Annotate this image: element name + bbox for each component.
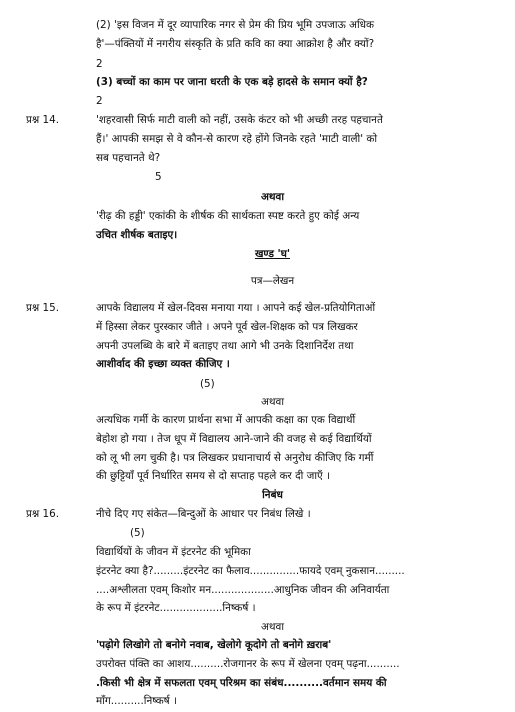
question-14-alt-line-1: 'रीढ़ की हड्डी' एकांकी के शीर्षक की सार्थकता स्पष्ट करते हुए कोई अन्य — [96, 210, 360, 222]
essay-topic-2-line-1: उपरोक्त पंक्ति का आशय..........रोजगानर के रूप में खेलना एवम् पढ़ना.......... — [96, 658, 400, 670]
section-title: खण्ड 'घ' — [254, 248, 291, 260]
essay-topic-2-title: 'पढ़ोगे लिखोगे तो बनोगे नवाब, खेलोगे कूदोगे तो बनोगे ख़राब' — [96, 639, 332, 651]
question-15-number: प्रश्न 15. — [26, 302, 60, 314]
essay-topic-1-line-3: के रूप में इंटरनेट...................निष्कर्ष । — [96, 602, 256, 614]
section-subtitle: पत्र—लेखन — [250, 275, 295, 287]
question-16-line-1: नीचे दिए गए संकेत—बिन्दुओं के आधार पर निबंध लिखे । — [96, 508, 311, 520]
essay-topic-2-line-2: .किसी भी क्षेत्र में सफलता एवम् परिश्रम का संबंध..........वर्तमान समय की — [96, 677, 387, 689]
question-15-alt-line-1: अत्यधिक गर्मी के कारण प्रार्थना सभा में आपकी कक्षा का एक विद्यार्थी — [96, 414, 356, 426]
or-separator-14: अथवा — [260, 191, 285, 203]
question-14-alt-line-2: उचित शीर्षक बताइए। — [96, 229, 178, 241]
marks-question-14: 5 — [155, 171, 162, 183]
essay-topic-1-title: विद्यार्थियों के जीवन में इंटरनेट की भूमिका — [96, 546, 251, 558]
essay-topic-1-line-1: इंटरनेट क्या है?.........इंटरनेट का फैलाव...............फायदे एवम् नुकसान......... — [96, 565, 405, 577]
essay-topic-2-line-3: माँग..........निष्कर्ष । — [96, 695, 177, 707]
marks-part-2: 2 — [96, 58, 103, 70]
question-14-number: प्रश्न 14. — [26, 114, 60, 126]
question-part-2-line-2: है'—पंक्तियों में नगरीय संस्कृति के प्रति कवि का क्या आक्रोश है और क्यों? — [96, 38, 375, 50]
question-14-line-1: 'शहरवासी सिर्फ माटी वाली को नहीं, उसके कंटर को भी अच्छी तरह पहचानते — [96, 114, 383, 126]
essay-topic-1-line-2: ....अश्लीलता एवम् किशोर मन...................आधुनिक जीवन की अनिवार्यता — [96, 584, 390, 596]
question-15-line-3: अपनी उपलब्धि के बारे में बताइए तथा आगे भी उनके दिशानिर्देश तथा — [96, 340, 354, 352]
question-15-line-4: आशीर्वाद की इच्छा व्यक्त कीजिए । — [96, 358, 230, 370]
question-15-line-1: आपके विद्यालय में खेल-दिवस मनाया गया । आपने कई खेल-प्रतियोगिताओं — [96, 302, 376, 314]
question-part-3-line-1: (3) बच्चों का काम पर जाना धरती के एक बड़े हादसे के समान क्यों है? — [96, 76, 368, 88]
question-15-alt-line-4: की छुट्टियाँ पूर्व निर्धारित समय से दो सप्ताह पहले कर दी जाएँ । — [96, 470, 330, 482]
question-15-line-2: में हिस्सा लेकर पुरस्कार जीते । अपने पूर्व खेल-शिक्षक को पत्र लिखकर — [96, 321, 358, 333]
or-separator-15: अथवा — [260, 396, 285, 408]
question-15-alt-line-2: बेहोश हो गया । तेज धूप में विद्यालय आने-जाने की वजह से कई विद्यार्थियों — [96, 433, 372, 445]
marks-question-16: (5) — [130, 527, 145, 539]
question-15-alt-line-3: को लू भी लग चुकी है। पत्र लिखकर प्रधानाचार्य से अनुरोध कीजिए कि गर्मी — [96, 452, 374, 464]
question-14-line-3: सब पहचानते थे? — [96, 152, 161, 164]
marks-question-15: (5) — [200, 378, 215, 390]
or-separator-16: अथवा — [260, 621, 285, 633]
question-part-2-line-1: (2) 'इस विजन में दूर व्यापारिक नगर से प्रेम की प्रिय भूमि उपजाऊ अधिक — [96, 19, 375, 31]
question-16-number: प्रश्न 16. — [26, 508, 60, 520]
marks-part-3: 2 — [96, 95, 103, 107]
essay-heading: निबंध — [262, 489, 283, 501]
question-14-line-2: हैं।' आपकी समझ से वे कौन-से कारण रहे होंगे जिनके रहते 'माटी वाली' को — [96, 133, 378, 145]
